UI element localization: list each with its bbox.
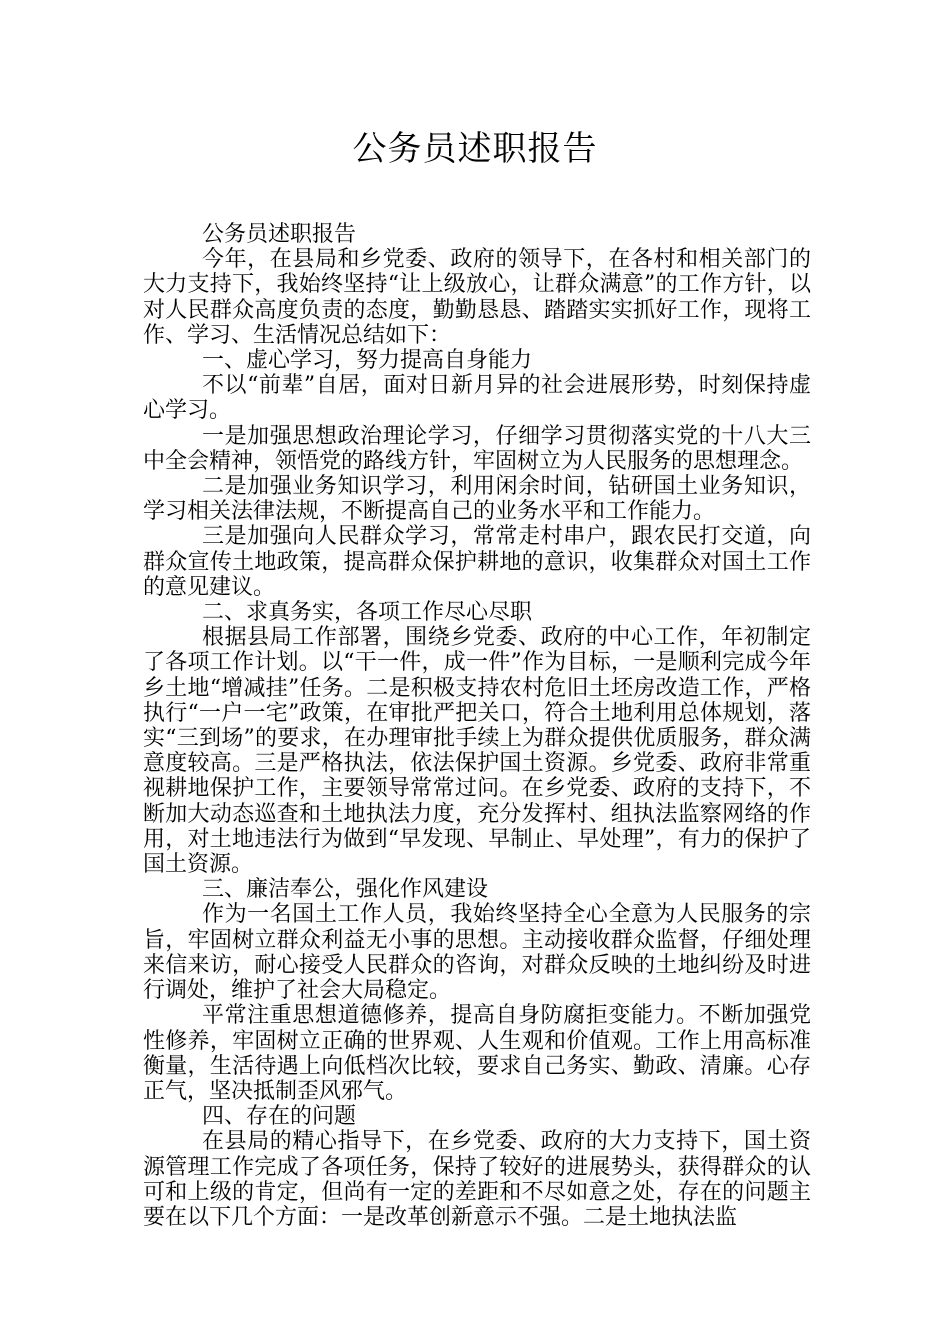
section-heading-2: 二、求真务实，各项工作尽心尽职	[202, 600, 533, 626]
document-body	[143, 222, 811, 1230]
section-heading-3: 三、廉洁奉公，强化作风建设	[202, 877, 489, 903]
paragraph: 在县局的精心指导下，在乡党委、政府的大力支持下，国土资源管理工作完成了各项任务，保持了较好的进展势头，获得群众的认可和上级的肯定，但尚有一定的差距和不尽如意之处，存在的问题主要在以下几个方面：一是改革创新意示不强。二是土地执法监	[143, 1129, 811, 1230]
section-heading-1: 一、虚心学习，努力提高自身能力	[202, 348, 533, 374]
paragraph: 不以“前辈”自居，面对日新月异的社会进展形势，时刻保持虚心学习。	[143, 373, 811, 424]
paragraph: 二是加强业务知识学习，利用闲余时间，钻研国土业务知识，学习相关法律法规，不断提高自己的业务水平和工作能力。	[143, 474, 811, 525]
document-title: 公务员述职报告	[352, 129, 598, 169]
section-heading-4: 四、存在的问题	[202, 1104, 357, 1130]
paragraph: 根据县局工作部署，围绕乡党委、政府的中心工作，年初制定了各项工作计划。以“干一件，成一件”作为目标，一是顺利完成今年乡土地“增减挂”任务。二是积极支持农村危旧土坯房改造工作，严格执行“一户一宅”政策，在审批严把关口，符合土地利用总体规划，落实“三到场”的要求，在办理审批手续上为群众提供优质服务，群众满意度较高。三是严格执法，依法保护国土资源。乡党委、政府非常重视耕地保护工作，主要领导常常过问。在乡党委、政府的支持下，不断加大动态巡查和土地执法力度，充分发挥村、组执法监察网络的作用，对土地违法行为做到“早发现、早制止、早处理”，有力的保护了国土资源。	[143, 625, 811, 878]
paragraph: 作为一名国土工作人员，我始终坚持全心全意为人民服务的宗旨，牢固树立群众利益无小事的思想。主动接收群众监督，仔细处理来信来访，耐心接受人民群众的咨询，对群众反映的土地纠纷及时进行调处，维护了社会大局稳定。	[143, 902, 811, 1004]
paragraph-intro: 今年，在县局和乡党委、政府的领导下，在各村和相关部门的大力支持下，我始终坚持“让上级放心，让群众满意”的工作方针，以对人民群众高度负责的态度，勤勤恳恳、踏踏实实抓好工作，现将工作、学习、生活情况总结如下：	[143, 247, 811, 348]
paragraph: 一是加强思想政治理论学习，仔细学习贯彻落实党的十八大三中全会精神，领悟党的路线方针，牢固树立为人民服务的思想理念。	[143, 423, 811, 474]
paragraph: 平常注重思想道德修养，提高自身防腐拒变能力。不断加强党性修养，牢固树立正确的世界观、人生观和价值观。工作上用高标准衡量，生活待遇上向低档次比较，要求自己务实、勤政、清廉。心存正气，坚决抵制歪风邪气。	[143, 1003, 811, 1104]
paragraph-heading: 公务员述职报告	[202, 222, 357, 247]
paragraph: 三是加强向人民群众学习，常常走村串户，跟农民打交道，向群众宣传土地政策，提高群众保护耕地的意识，收集群众对国土工作的意见建议。	[143, 524, 811, 600]
